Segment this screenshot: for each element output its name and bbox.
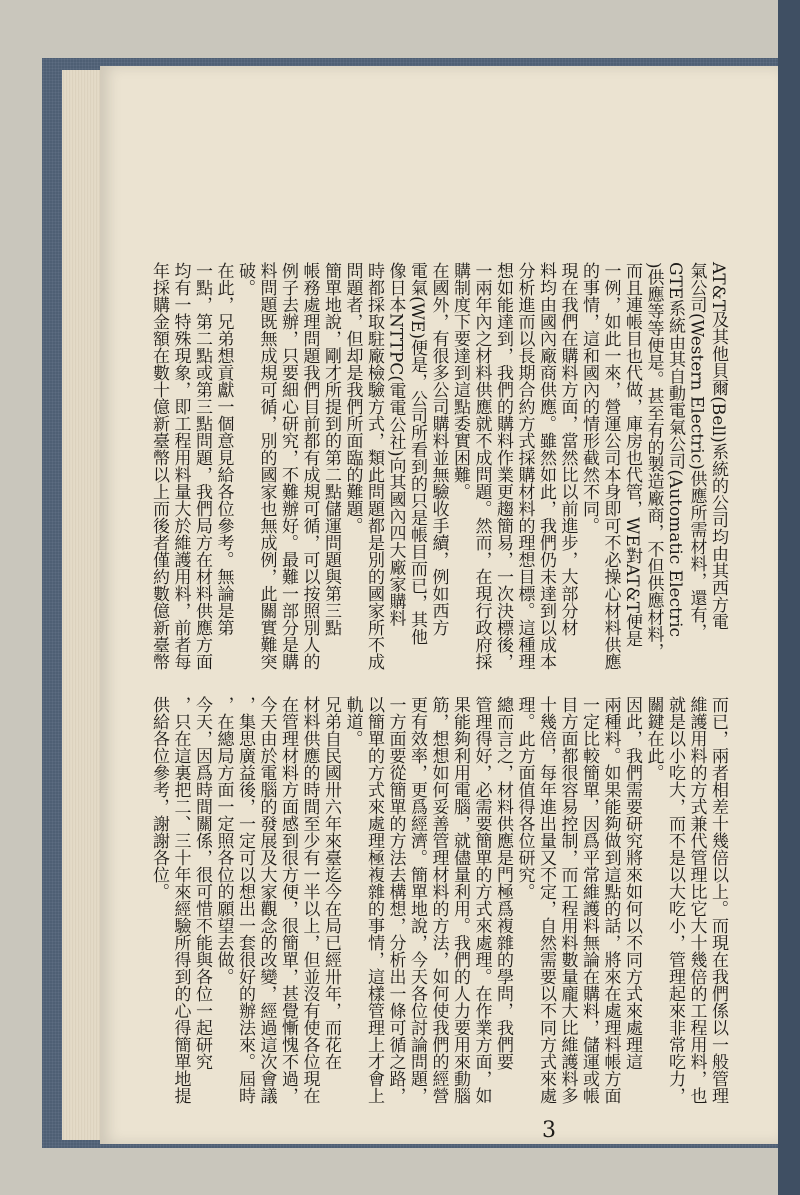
text-column: 理。此方面值得各位研究。 <box>514 696 535 900</box>
text-column: 管理得好，必需要簡單的方式來處理。在作業方面，如 <box>471 696 492 1104</box>
text-column: 問題者，但却是我們所面臨的難題。 <box>342 262 363 534</box>
text-column: 時都採取駐廠檢驗方式，類此問題都是別的國家所不成 <box>364 262 384 670</box>
text-column: ，只在這裏把二、三十年來經驗所得到的心得簡單地提 <box>170 696 191 1104</box>
text-column: 在此，兄弟想貢獻一個意見給各位參考。無論是第 <box>213 262 234 636</box>
text-column: GTE系統由其自動電氣公司(Automatic Electric <box>665 262 685 638</box>
text-column: 破。 <box>235 262 255 296</box>
upper-text-block <box>149 262 728 682</box>
text-column: 材料供應的時間至少有一半以上，但並沒有使各位現在 <box>299 696 320 1104</box>
text-column: 氣公司(Western Electric)供應所需材料，還有， <box>686 262 707 640</box>
text-column: 一定比較簡單，因爲平常維護料無論在購料，儲運或帳 <box>579 696 599 1104</box>
text-column: 供給各位參考，謝謝各位。 <box>149 696 169 900</box>
text-column: 現在我們在購料方面，當然比以前進步，大部分材 <box>557 262 578 636</box>
text-column: 一點，第二點或第三點問題，我們局方在材料供應方面 <box>192 262 212 670</box>
text-column: 關鍵在此。 <box>643 696 664 781</box>
lower-text-block <box>149 696 728 1104</box>
text-column: 均有一特殊現象，即工程用料量大於維護用料，前者每 <box>170 262 191 670</box>
text-column: 今天由於電腦的發展及大家觀念的改變，經過這次會議 <box>256 696 277 1104</box>
book-page <box>100 66 778 1144</box>
text-column: ，集思廣益後，一定可以想出一套很好的辦法來。屆時 <box>235 696 255 1104</box>
text-column: 在國外，有很多公司購料並無驗收手續，例如西方 <box>428 262 449 636</box>
text-column: 料問題既無成規可循，別的國家也無成例，此關實難突 <box>256 262 277 670</box>
text-column: 年採購金額在數十億新臺幣以上而後者僅約數億新臺幣 <box>149 262 169 670</box>
text-column: 電氣(WE)便是，公司所看到的只是帳目而已，其他 <box>407 262 427 646</box>
text-column: 筋，想想如何妥善管理材料的方法，如何使我們的經營 <box>428 696 449 1104</box>
text-column: 目方面都很容易控制，而工程用料數量龐大比維護料多 <box>557 696 578 1104</box>
text-column: 例子去辦，只要細心研究，不難辦好。最難一部分是購 <box>278 262 298 670</box>
text-column: 一方面要從簡單的方法去構想，分析出一條可循之路， <box>385 696 406 1104</box>
text-column: 而已，兩者相差十幾倍以上。而現在我們係以一般管理 <box>708 696 728 1104</box>
text-column: 因此，我們需要研究將來如何以不同方式來處理這 <box>622 696 642 1070</box>
text-column: 果能夠利用電腦，就儘量利用。我們的人力要用來動腦 <box>450 696 470 1104</box>
text-column: 購制度下要達到這點委實困難。 <box>450 262 470 500</box>
text-column: 帳務處理問題我們目前都有成規可循，可以按照別人的 <box>299 262 320 670</box>
text-column: 像日本NTTPC(電電公社)向其國內四大廠家購料 <box>385 262 406 627</box>
text-column: 兄弟自民國卅六年來臺迄今在局已經卅年，而花在 <box>321 696 341 1070</box>
text-column: 想如能達到，我們的購料作業更趨簡易，一次決標後， <box>493 262 513 670</box>
text-column: 分析進而以長期合約方式採購材料的理想目標。這種理 <box>514 262 535 670</box>
text-column: 維護用料的方式兼代管理比它大十幾倍的工程用料，也 <box>686 696 707 1104</box>
book-spine-edge <box>778 0 800 1195</box>
text-column: ，在總局方面一定照各位的願望去做。 <box>213 696 234 985</box>
text-column: 一兩年內之材料供應就不成問題。然而，在現行政府採 <box>471 262 492 670</box>
text-column: 總而言之，材料供應是門極爲複雜的學問，我們要 <box>493 696 513 1070</box>
text-column: 今天，因爲時間關係，很可惜不能與各位一起研究 <box>192 696 212 1070</box>
text-column: 十幾倍，每年進出量又不定，自然需要以不同方式來處 <box>536 696 556 1104</box>
page-number: 3 <box>542 1118 556 1143</box>
text-column: AT&T及其他貝爾(Bell)系統的公司均由其西方電 <box>708 262 728 630</box>
text-column: 以簡單的方式來處理極複雜的事情，這樣管理上才會上 <box>364 696 384 1104</box>
text-column: 的事情，這和國內的情形截然不同。 <box>579 262 599 534</box>
text-column: 一例，如此一來，營運公司本身即可不必操心材料供應 <box>600 262 621 670</box>
text-column: 兩種料。如果能夠做到這點的話，將來在處理料帳方面 <box>600 696 621 1104</box>
text-column: 更有效率，更爲經濟。簡單地說，今天各位討論問題， <box>407 696 427 1104</box>
text-column: 料均由國內廠商供應。雖然如此，我們仍未達到以成本 <box>536 262 556 670</box>
text-column: )供應等等便是。甚至有的製造廠商，不但供應材料， <box>643 262 664 660</box>
text-column: 軌道。 <box>342 696 363 747</box>
text-column: 就是以小吃大，而不是以大吃小，管理起來非常吃力， <box>665 696 685 1104</box>
text-column: 而且連帳目也代做，庫房也代管，WE對AT&T便是 <box>622 262 642 648</box>
text-column: 簡單地說，剛才所提到的第二點儲運問題與第三點 <box>321 262 341 636</box>
text-column: 在管理材料方面感到很方便，很簡單，甚覺慚愧不過， <box>278 696 298 1104</box>
